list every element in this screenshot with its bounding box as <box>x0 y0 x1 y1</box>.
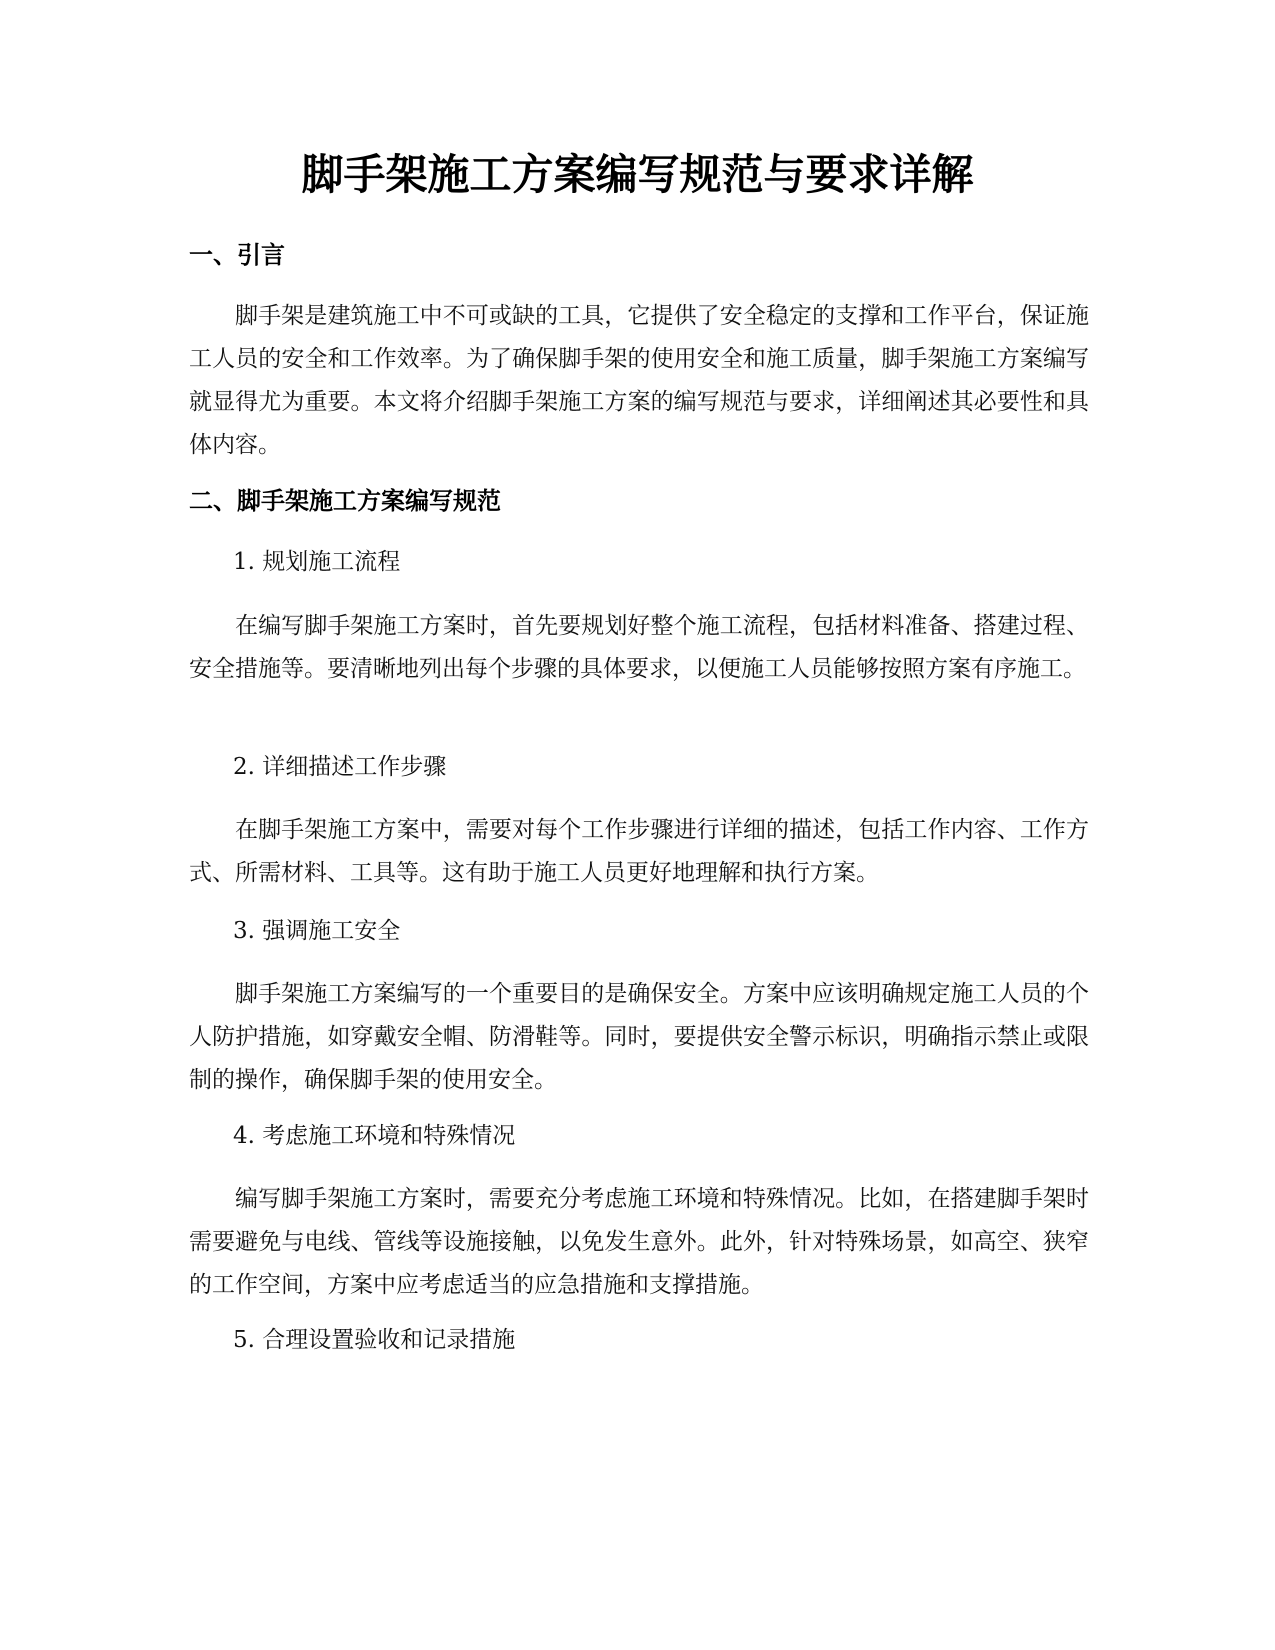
list-item-paragraph-3: 脚手架施工方案编写的一个重要目的是确保安全。方案中应该明确规定施工人员的个人防护措施，如穿戴安全帽、防滑鞋等。同时，要提供安全警示标识，明确指示禁止或限制的操作，确保脚手架的使用安全。 <box>189 981 1089 1093</box>
introduction-paragraph: 脚手架是建筑施工中不可或缺的工具，它提供了安全稳定的支撑和工作平台，保证施工人员的安全和工作效率。为了确保脚手架的使用安全和施工质量，脚手架施工方案编写就显得尤为重要。本文将介绍脚手架施工方案的编写规范与要求，详细阐述其必要性和具体内容。 <box>189 303 1089 458</box>
document-title: 脚手架施工方案编写规范与要求详解 <box>301 150 974 199</box>
list-item-paragraph-4: 编写脚手架施工方案时，需要充分考虑施工环境和特殊情况。比如，在搭建脚手架时需要避免与电线、管线等设施接触，以免发生意外。此外，针对特殊场景，如高空、狭窄的工作空间，方案中应考虑适当的应急措施和支撑措施。 <box>189 1186 1089 1298</box>
section-heading-standards: 二、脚手架施工方案编写规范 <box>189 487 501 515</box>
list-item-paragraph-1: 在编写脚手架施工方案时，首先要规划好整个施工流程，包括材料准备、搭建过程、安全措施等。要清晰地列出每个步骤的具体要求，以便施工人员能够按照方案有序施工。 <box>189 613 1089 682</box>
list-item-title-3: 3. 强调施工安全 <box>233 918 401 944</box>
list-item-title-2: 2. 详细描述工作步骤 <box>233 754 447 780</box>
list-item-title-1: 1. 规划施工流程 <box>233 549 401 575</box>
list-item-paragraph-2: 在脚手架施工方案中，需要对每个工作步骤进行详细的描述，包括工作内容、工作方式、所需材料、工具等。这有助于施工人员更好地理解和执行方案。 <box>189 817 1089 886</box>
section-heading-introduction: 一、引言 <box>189 241 285 269</box>
list-item-title-5: 5. 合理设置验收和记录措施 <box>233 1327 516 1353</box>
list-item-title-4: 4. 考虑施工环境和特殊情况 <box>233 1123 516 1149</box>
